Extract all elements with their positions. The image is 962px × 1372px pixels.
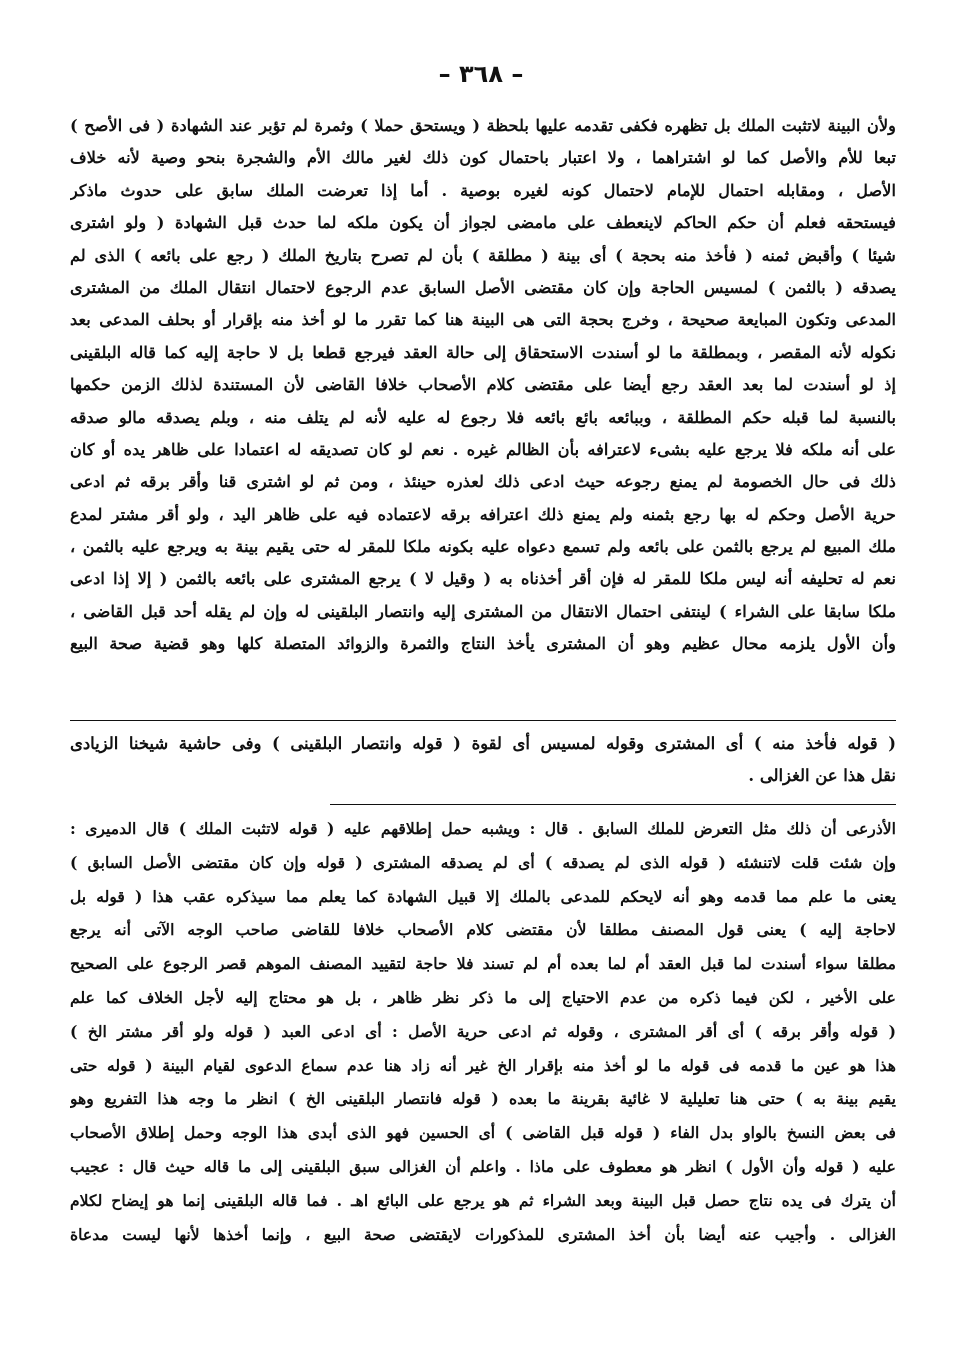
main-text-line: تبعا للأم والأصل كما لو اشتراهما ، ولا اعتبار باحتمال كون ذلك لغير مالك الأم والشجرة بنحو وصية لأنه خلاف xyxy=(70,148,896,168)
main-text-line: إذ لو أسندت لما بعد العقد رجع أيضا على مقتضى كلام الأصحاب خلافا القاضى لأن المستندة لذلك الزمن حكمها xyxy=(70,375,896,395)
footnote-second xyxy=(70,812,896,1251)
footnote-line: أن يترك فى يده نتاج حصل قبل البينة وبعد الشراء ثم هو يرجع على البائع اهـ . فما قاله البلقينى إنما هو إيضاح لكلام xyxy=(70,1190,896,1210)
main-text-line: ملك المبيع لم يرجع بالثمن على بائعه ولم تسمع دعواه عليه بكونه ملكا للمقر له حتى يقيم بينة به ويرجع عليه بالثمن ، xyxy=(70,537,896,557)
footnote-line: ( قوله وأقر برقه ) أى أقر المشترى ، وقوله ثم ادعى حرية الأصل : أى ادعى العبد ( قوله ولو أقر مشتر الخ ) xyxy=(70,1021,896,1041)
footnote-line: على الأخير ، لكن فيما ذكره من عدم الاحتياج إلى ما ذكر نظر ظاهر ، بل هو محتاج إليه لأجل الخلاف كما علم xyxy=(70,987,896,1007)
main-text-line: نكوله لأنه المقصر ، وبمطلقة ما لو أسندت الاستحقاق إلى حالة العقد فيرجع قطعا بل لا حاجة إليه كما قاله البلقينى xyxy=(70,342,896,362)
footnote-line: فى بعض النسخ بالواو بدل الفاء ( قوله قبل القاضى ) أى الحسين فهو الذى أبدى هذا الوجه وحمل إطلاق الأصحاب xyxy=(70,1123,896,1143)
footnote-line: مطلقا سواء أسندت لما قبل العقد أم لما بعده أم لم تسند فلا حاجة لتقييد المصنف الموهم قصر الرجوع على الصحيح xyxy=(70,954,896,974)
page-number: – ٣٦٨ – xyxy=(438,60,524,88)
main-text-line: حرية الأصل وحكم له بها رجع بثمنه ولم يمنع ذلك اعترافه برقه لاعتماده فيه على ظاهر اليد ، ولو أقر مشتر لمدع xyxy=(70,504,896,524)
main-text-line: الأصل ، ومقابله احتمال للإمام لاحتمال كونه لغيره بوصية . أما إذا تعرضت الملك سابق على حدوث ماذكر xyxy=(70,180,896,200)
main-text-line: ذلك فى حال الخصومة لم يمنع رجوعه حيث ادعى ذلك لعذره حينئذ ، ومن ثم لو اشترى قنا وأقر برقه ثم ادعى xyxy=(70,472,896,492)
footnote-line: يعنى ما علم مما قدمه وهو أنه لايحكم للمدعى بالملك إلا قبيل الشهادة كما يعلم مما سيذكره عقب هذا ( قوله بل xyxy=(70,886,896,906)
footnote-line: عليه ( قوله وأن الأول ) انظر هو معطوف على ماذا . واعلم أن الغزالى سبق البلقينى إلى ما قاله حيث قال : عجيب xyxy=(70,1156,896,1176)
main-text-line: ملكا سابقا على الشراء ) لينتفى احتمال الانتقال من المشترى إليه وانتصار البلقينى له وإن لم يقله أحد قبل القاضى ، xyxy=(70,601,896,621)
footnote-line: يقيم بينة به ) حتى هنا تعليلية لا غائية بقرينة ما بعده ( قوله فانتصار البلقينى الخ ) انظر ما وجه هذا التفريع وهو xyxy=(70,1089,896,1109)
main-text-line: يصدقه ( بالثمن ) لمسيس الحاجة وإن كان مقتضى الأصل السابق عدم الرجوع لاحتمال انتقال الملك من المشترى xyxy=(70,277,896,297)
main-text-line: شيئا ) وأقبض ثمنه ( فأخذ منه بحجة ) أى بينة ( مطلقة ) بأن لم تصرح بتاريخ الملك ( رجع على بائعه ) الذى لم xyxy=(70,245,896,265)
main-text-line: على أنه ملكه فلا يرجع عليه بشىء لاعترافه بأن الظالم غيره . نعم لو كان تصديقه له اعتمادا على ظاهر يده أو كان xyxy=(70,439,896,459)
main-text xyxy=(70,110,896,661)
footnote-line: لاحاجة إليه ) يعنى قول المصنف مطلقا لأن مقتضى كلام الأصحاب خلافا للقاضى صاحب الوجه الآتى أنه يرجع xyxy=(70,920,896,940)
main-text-line: بالنسبة لما قبله حكم المطلقة ، وببائعه بائع بائعه فلا رجوع له عليه لأنه لم يتلف منه ، وبلم يصدقه مالو صدقه xyxy=(70,407,896,427)
footnote-line: الغزالى . وأجيب عنه أيضا بأن أخذ المشترى للمذكورات لايقتضى صحة البيع ، وإنما أخذها لأنها ليست مدعاة xyxy=(70,1224,896,1244)
footnote-separator-short xyxy=(330,804,896,805)
footnote-line: وإن شئت قلت لاتنشئه ( قوله الذى لم يصدقه ) أى لم يصدقه المشترى ( قوله وإن كان مقتضى الأصل السابق ) xyxy=(70,852,896,872)
footnote-line: هذا هو عين ما قدمه فى قوله ما لو أخذ منه بإقرار الخ غير أنه زاد هنا عدم سماع الدعوى لقيام البينة ( قوله حتى xyxy=(70,1055,896,1075)
main-text-line: فيستحقه فعلم أن حكم الحاكم لاينعطف على مامضى لجواز أن يكون ملكه لما حدث قبل الشهادة ( ولو اشترى xyxy=(70,213,896,233)
main-text-line: ولأن البينة لاتثبت الملك بل تظهره فكفى تقدمه عليها بلحظة ( ويستحق حملا ) وثمرة لم تؤبر عند الشهادة ( فى الأصح ) xyxy=(70,116,896,135)
footnote-first xyxy=(70,728,896,792)
footnote-line: ( قوله فأخذ منه ) أى المشترى وقوله لمسيس أى لقوة ( قوله وانتصار البلقينى ) وفى حاشية شيخنا الزيادى xyxy=(70,734,896,753)
main-text-line: المدعى وتكون المبايعة صحيحة ، وخرج بحجة التى هى البينة هنا كما تقرر ما لو أخذ منه بإقرار أو بحلف المدعى بعد xyxy=(70,310,896,330)
footnote-line: الأذرعى أن ذلك مثل التعرض للملك السابق . قال : ويشبه حمل إطلاقهم عليه ( قوله لاتثبت الملك ) قال الدميرى : xyxy=(70,819,896,838)
main-text-line: نعم له تحليفه أنه ليس ملكا للمقر له فإن أقر أخذناه به ( وقيل لا ) يرجع المشترى على بائعه بالثمن ( إلا إذا ادعى xyxy=(70,569,896,589)
footnote-line: نقل هذا عن الغزالى . xyxy=(748,766,896,785)
main-text-line: وأن الأول يلزمه محال عظيم وهو أن المشترى يأخذ النتاج والثمرة والزوائد المتصلة كلها وهو قضية صحة البيع xyxy=(70,634,896,654)
footnote-separator xyxy=(70,720,896,721)
